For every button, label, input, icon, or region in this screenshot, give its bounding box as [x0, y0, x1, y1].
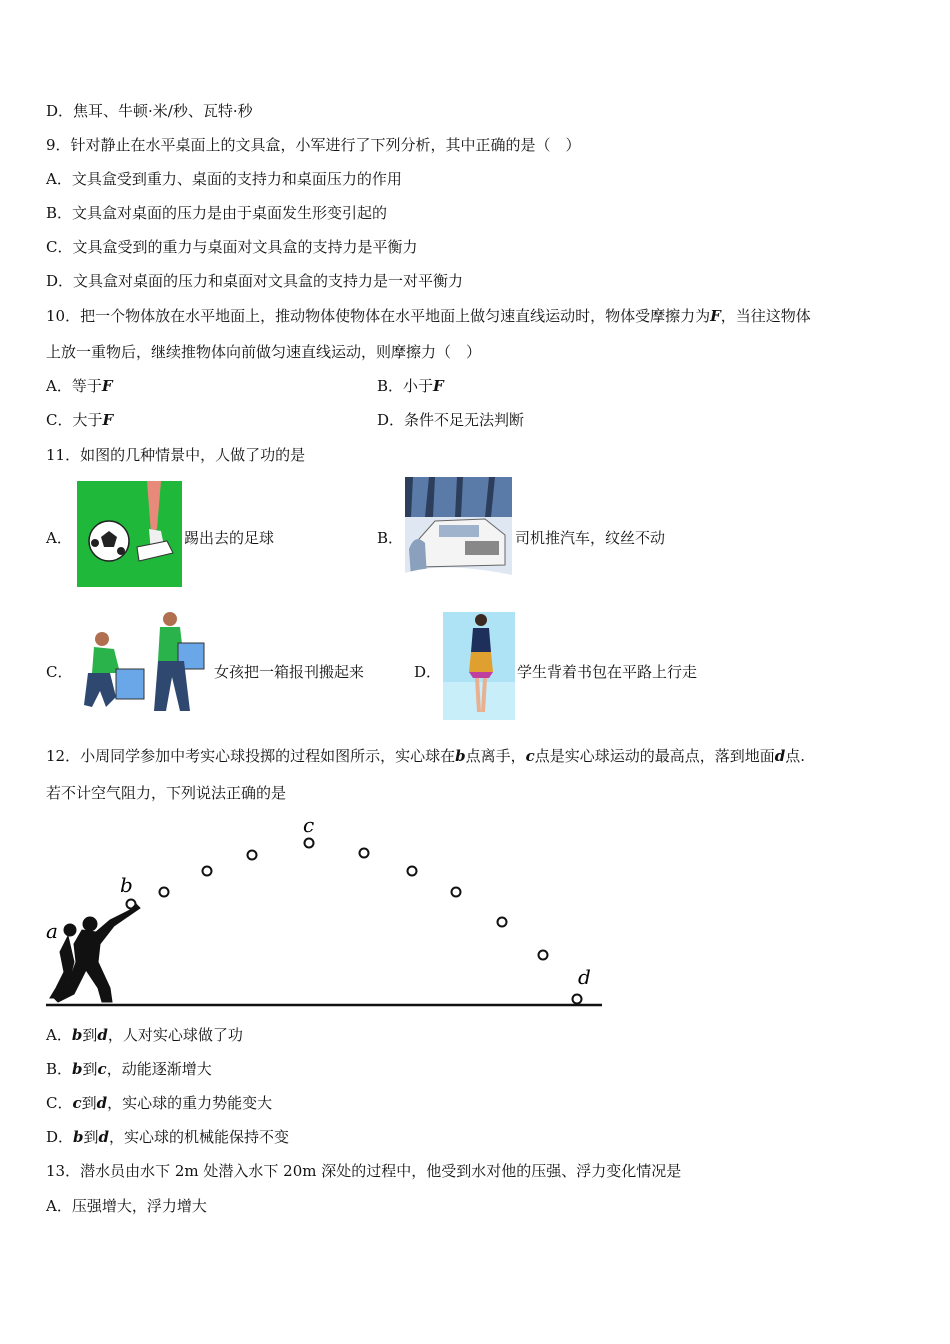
q12-d-mid: 到 — [83, 1128, 99, 1146]
q13-option-a: A．压强增大，浮力增大 — [46, 1197, 207, 1215]
q12-stem-d: 点. — [785, 747, 806, 765]
q11-label-d: D． — [414, 663, 442, 681]
ball-2 — [203, 867, 212, 876]
q10-option-d: D．条件不足无法判断 — [377, 411, 525, 429]
q13-stem: 13．潜水员由水下 2m 处潜入水下 20m 深处的过程中，他受到水对他的压强、浮力变化情况是 — [46, 1162, 682, 1180]
q9-stem: 9．针对静止在水平桌面上的文具盒，小军进行了下列分析，其中正确的是（ ） — [46, 136, 581, 154]
q10-option-c-var: F — [102, 411, 114, 429]
q9-option-c: C．文具盒受到的重力与桌面对文具盒的支持力是平衡力 — [46, 238, 418, 256]
q12-stem-line1 — [46, 746, 805, 766]
q10-stem-pre: 10．把一个物体放在水平地面上，推动物体使物体在水平地面上做匀速直线运动时，物体受摩擦力为 — [46, 307, 711, 325]
ball-c — [305, 839, 314, 848]
q12-b-mid: 到 — [82, 1060, 98, 1078]
ball-1 — [160, 888, 169, 897]
q12-stem-c: 点是实心球运动的最高点，落到地面 — [534, 747, 775, 765]
q11-caption-d: 学生背着书包在平路上行走 — [517, 663, 698, 681]
q10-stem-line2: 上放一重物后，继续推物体向前做匀速直线运动，则摩擦力（ ） — [46, 343, 482, 361]
q12-var-c: c — [525, 747, 535, 765]
ball-8 — [539, 951, 548, 960]
ball-b — [127, 900, 136, 909]
q12-d-pre: D． — [46, 1128, 74, 1146]
ball-7 — [498, 918, 507, 927]
q12-b-v1: b — [72, 1060, 83, 1078]
q8-option-d: D．焦耳、牛顿·米/秒、瓦特·秒 — [46, 102, 253, 120]
q12-var-b: b — [455, 747, 466, 765]
q12-a-v2: d — [97, 1026, 108, 1044]
q10-option-a — [46, 376, 113, 396]
fig-label-c: c — [303, 813, 315, 837]
q10-option-a-var: F — [101, 377, 113, 395]
q12-stem-line2: 若不计空气阻力，下列说法正确的是 — [46, 784, 287, 802]
q11-image-d-student — [443, 612, 515, 720]
q11-stem: 11．如图的几种情景中，人做了功的是 — [46, 446, 306, 464]
q10-option-c — [46, 410, 113, 430]
ball-3 — [248, 851, 257, 860]
q11-caption-a: 踢出去的足球 — [184, 529, 275, 547]
q12-figure-trajectory — [40, 812, 610, 1012]
fig-label-b: b — [120, 873, 133, 897]
q12-a-v1: b — [71, 1026, 83, 1044]
q12-d-v1: b — [73, 1128, 84, 1146]
q12-a-pre: A． — [46, 1026, 72, 1044]
q10-option-b-var: F — [433, 377, 444, 395]
q10-option-a-text: A．等于 — [46, 377, 102, 395]
q11-caption-b: 司机推汽车，纹丝不动 — [515, 529, 666, 547]
q12-option-b — [46, 1059, 212, 1079]
q12-c-mid: 到 — [81, 1094, 97, 1112]
q12-stem-b: 点离手， — [465, 747, 526, 765]
q12-stem-a: 12．小周同学参加中考实心球投掷的过程如图所示，实心球在 — [46, 747, 456, 765]
q11-image-c-box — [80, 611, 210, 719]
q12-c-pre: C． — [46, 1094, 73, 1112]
q9-option-b: B．文具盒对桌面的压力是由于桌面发生形变引起的 — [46, 204, 388, 222]
q12-d-post: ，实心球的机械能保持不变 — [109, 1128, 290, 1146]
q11-label-c: C． — [46, 663, 73, 681]
q12-option-c — [46, 1093, 272, 1113]
q11-label-b: B． — [377, 529, 404, 547]
q11-image-a-football — [77, 481, 182, 587]
q12-b-post: ，动能逐渐增大 — [106, 1060, 212, 1078]
q9-option-a: A．文具盒受到重力、桌面的支持力和桌面压力的作用 — [46, 170, 402, 188]
q10-option-c-text: C．大于 — [46, 411, 103, 429]
ball-d — [573, 995, 582, 1004]
q12-option-d — [46, 1127, 289, 1147]
q10-stem-line1 — [46, 306, 811, 326]
q12-c-v1: c — [72, 1094, 82, 1112]
q12-b-pre: B． — [46, 1060, 73, 1078]
ball-trajectory — [127, 839, 582, 1004]
q9-option-d: D．文具盒对桌面的压力和桌面对文具盒的支持力是一对平衡力 — [46, 272, 464, 290]
q12-option-a — [46, 1025, 243, 1045]
q12-b-v2: c — [97, 1060, 107, 1078]
fig-label-d: d — [578, 965, 591, 989]
q11-caption-c: 女孩把一箱报刊搬起来 — [214, 663, 365, 681]
q10-var-f: F — [710, 307, 721, 325]
q12-var-d: d — [774, 747, 786, 765]
q12-c-v2: d — [96, 1094, 108, 1112]
q12-c-post: ，实心球的重力势能变大 — [107, 1094, 273, 1112]
q11-image-b-car — [405, 477, 512, 589]
thrower-figure — [50, 904, 140, 1002]
q10-option-b — [377, 376, 444, 396]
fig-label-a: a — [46, 919, 58, 943]
q12-a-mid: 到 — [82, 1026, 98, 1044]
q10-stem-post: ，当往这物体 — [720, 307, 811, 325]
q12-d-v2: d — [98, 1128, 110, 1146]
ball-5 — [408, 867, 417, 876]
ball-6 — [452, 888, 461, 897]
q10-option-b-text: B．小于 — [377, 377, 434, 395]
q11-label-a: A． — [46, 529, 72, 547]
ball-4 — [360, 849, 369, 858]
q12-a-post: ，人对实心球做了功 — [107, 1026, 243, 1044]
